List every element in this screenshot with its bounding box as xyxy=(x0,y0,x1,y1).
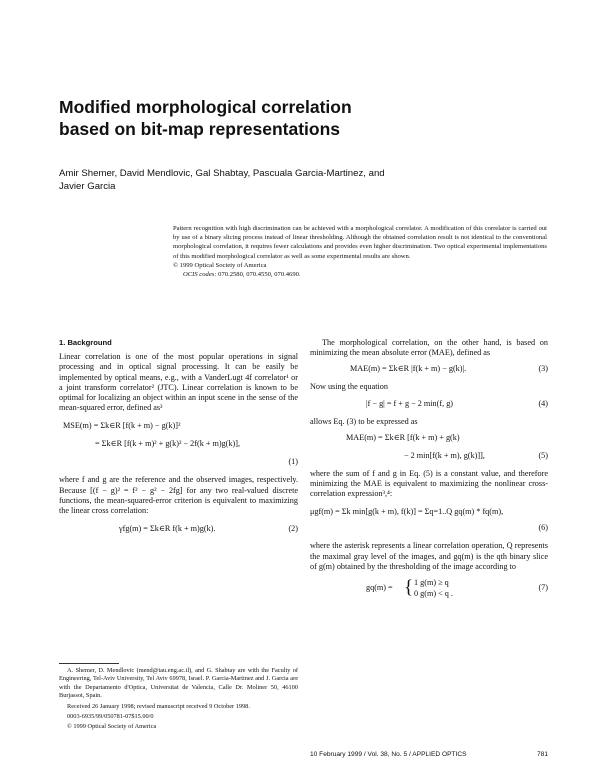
paragraph: where f and g are the reference and the observed images, respectively. Because [(f − g)² = f² − g² − 2fg] for any two real-valued discrete functions, the mean-squared-error criterion is equivalent to maximizing the linear cross correlation: xyxy=(59,475,298,516)
equation-7: gq(m) = { 1 g(m) ≥ q 0 g(m) < q . (7) xyxy=(366,577,548,599)
author-list xyxy=(59,167,539,193)
authors-line-1: Amir Shemer, David Mendlovic, Gal Shabtay, Pascuala Garcia-Martinez, and xyxy=(59,168,385,179)
ocis-codes-line xyxy=(173,270,547,279)
title-line-1: Modified morphological correlation xyxy=(59,97,352,117)
equation-4: |f − g| = f + g − 2 min(f, g) (4) xyxy=(366,398,548,408)
paragraph: where the asterisk represents a linear correlation operation, Q represents the maximal gray level of the images, and gq(m) is the qth binary slice of g(m) obtained by the thresholding of the image according to xyxy=(310,541,548,571)
abstract-copyright: © 1999 Optical Society of America xyxy=(173,261,267,269)
right-column xyxy=(310,338,548,606)
brace: { xyxy=(404,577,414,599)
paragraph: where the sum of f and g in Eq. (5) is a constant value, and therefore minimizing the MAE is equivalent to maximizing the nonlinear cross-correlation expression³,⁴: xyxy=(310,468,548,499)
equation-5-line-1: MAE(m) = Σk∈R [f(k + m) + g(k) xyxy=(346,432,460,442)
equation-5-line-2: − 2 min[f(k + m), g(k)]], (5) xyxy=(404,450,548,460)
equation-1-line-1: MSE(m) = Σk∈R [f(k + m) − g(k)]² xyxy=(63,421,181,431)
page-footer xyxy=(310,751,548,758)
equation-2: γfg(m) = Σk∈R f(k + m)g(k). (2) xyxy=(119,524,298,534)
section-heading: 1. Background xyxy=(59,338,112,347)
title-line-2: based on bit-map representations xyxy=(59,119,341,139)
authors-line-2: Javier Garcia xyxy=(59,181,116,192)
abstract xyxy=(173,224,547,279)
footnote-affiliation: A. Shemer, D. Mendlovic (mend@tau.eng.ac.il), and G. Shabtay are with the Faculty of Engineering, Tel-Aviv University, Tel Aviv 69978, Israel. P. Garcia-Martinez and J. Garcia are with the Departamento d'Optica, Universitat de Valencia, Calle Dr. Moliner 50, 46100 Burjassot, Spain. xyxy=(59,667,298,700)
footnote-divider xyxy=(59,663,119,664)
equation-6: μgf(m) = Σk min[g(k + m), f(k)] = Σq=1..Q gq(m) * fq(m), xyxy=(310,507,504,517)
paragraph: The morphological correlation, on the other hand, is based on minimizing the mean absolute error (MAE), defined as xyxy=(310,338,548,358)
footnote xyxy=(59,667,298,734)
ocis-codes: 070.2580, 070.4550, 070.4690. xyxy=(218,271,301,279)
paragraph: Now using the equation xyxy=(310,382,388,392)
equation-6-number: (6) xyxy=(538,523,548,533)
paragraph: Linear correlation is one of the most popular operations in signal processing and in optical signal processing. It can be easily be implemented by optical means, e.g., with a VanderLugt 4f correlator¹ or a joint transform correlator² (JTC). Linear correlation is known to be optimal for localizing an object within an input scene in the sense of the mean-squared error, defined as³ xyxy=(59,352,298,413)
equation-3: MAE(m) = Σk∈R |f(k + m) − g(k)|. (3) xyxy=(350,364,548,374)
paragraph: allows Eq. (3) to be expressed as xyxy=(310,416,418,426)
footnote-copyright: © 1999 Optical Society of America xyxy=(67,723,157,731)
abstract-text: Pattern recognition with high discrimination can be achieved with a morphological correlator. A modification of this correlator is carried out by use of a binary slicing process instead of linear thresholding. Although the obtained correlation result is not identical to the conventional morphological correlation, it requires fewer calculations and provides even higher discrimination. Two optical experimental implementations of this modified morphological correlator as well as some experimental results are shown. xyxy=(173,225,547,260)
footnote-code: 0003-6935/99/050781-07$15.00/0 xyxy=(67,713,154,721)
page-number: 781 xyxy=(536,751,548,758)
journal-info: 10 February 1999 / Vol. 38, No. 5 / APPLIED OPTICS xyxy=(310,751,467,758)
equation-1-number: (1) xyxy=(288,457,298,467)
paper-title xyxy=(59,96,539,140)
left-column xyxy=(59,338,298,542)
ocis-label: OCIS codes: xyxy=(183,271,217,279)
footnote-received: Received 26 January 1998; revised manuscript received 9 October 1998. xyxy=(67,702,250,710)
equation-1-line-2: = Σk∈R [f(k + m)² + g(k)² − 2f(k + m)g(k)], xyxy=(95,439,241,449)
